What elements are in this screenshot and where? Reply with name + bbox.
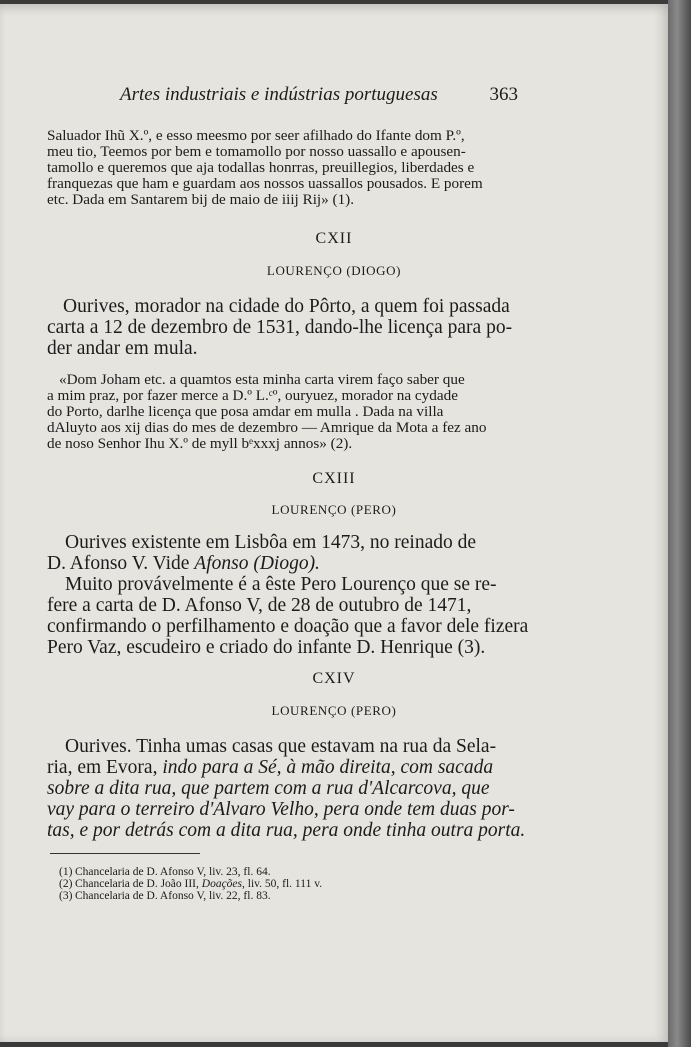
entry-paragraph	[47, 574, 529, 658]
quote-line: etc. Dada em Santarem bij de maio de iiij Rij» (1).	[47, 191, 355, 208]
footnote-italic: Doações	[201, 878, 243, 890]
entry-paragraph	[47, 736, 526, 841]
paragraph-line: vay para o terreiro d'Alvaro Velho, pera onde tem duas por-	[47, 799, 515, 820]
footnote-number: (2)	[59, 878, 73, 890]
book-page	[0, 4, 668, 1042]
quote-line: a mim praz, por fazer merce a D.º L.ᶜº, ouryuez, morador na cydade	[47, 387, 458, 404]
entry-name: LOURENÇO (PERO)	[271, 703, 397, 718]
intro-quote	[47, 128, 521, 208]
running-head	[120, 84, 518, 106]
paragraph-line: Ourives. Tinha umas casas que estavam na rua da Sela-	[65, 736, 497, 757]
footnote-number: (3)	[59, 890, 73, 902]
quote-line: meu tio, Teemos por bem e tomamollo por nosso uassallo e apousen-	[47, 143, 466, 160]
page-number: 363	[489, 84, 518, 105]
quote-line: do Porto, darlhe licença que posa amdar em mulla . Dada na villa	[47, 403, 444, 420]
paragraph-line: fere a carta de D. Afonso V, de 28 de outubro de 1471,	[47, 595, 472, 616]
quote-line: «Dom Joham etc. a quamtos esta minha carta virem faço saber que	[59, 371, 465, 388]
quote-line: franquezas que ham e guardam aos nossos uassallos pousados. E porem	[47, 175, 483, 192]
paragraph-line: carta a 12 de dezembro de 1531, dando-lhe licença para po-	[47, 317, 513, 338]
footnote-text: Chancelaria de D. João III,	[75, 878, 202, 890]
entry-paragraph	[47, 532, 521, 574]
entry-name: LOURENÇO (DIOGO)	[266, 263, 402, 278]
footnote	[59, 890, 375, 902]
running-head-title: Artes industriais e indústrias portuguesas	[120, 84, 438, 105]
footnote-number: (1)	[59, 866, 73, 878]
page-edge	[668, 0, 691, 1047]
quote-line: dAluyto aos xij dias do mes de dezembro — Amrique da Mota a fez ano	[47, 419, 487, 436]
quote-line: de noso Senhor Ihu X.º de myll bᵉxxxj annos» (2).	[47, 435, 353, 452]
footnote	[59, 866, 375, 878]
footnote-text: Chancelaria de D. Afonso V, liv. 22, fl. 83.	[75, 890, 271, 902]
paragraph-line: der andar em mula.	[47, 338, 198, 359]
footnote	[59, 878, 375, 890]
paragraph-line	[47, 757, 521, 778]
paragraph-italic: indo para a Sé, à mão direita, com sacada	[162, 757, 494, 778]
paragraph-line: Muito provávelmente é a êste Pero Lourenço que se re-	[65, 574, 497, 595]
paragraph-line: sobre a dita rua, que partem com a rua d'Alcarcova, que	[47, 778, 490, 799]
entry-paragraph	[47, 296, 521, 359]
paragraph-line: tas, e por detrás com a dita rua, pera onde tinha outra porta.	[47, 820, 526, 841]
quote-line: Saluador Ihũ X.º, e esso meesmo por seer afilhado do Ifante dom P.º,	[47, 127, 465, 144]
paragraph-line: Pero Vaz, escudeiro e criado do infante D. Henrique (3).	[47, 637, 486, 658]
footnote-text: Chancelaria de D. Afonso V, liv. 23, fl. 64.	[75, 866, 271, 878]
entry-number: CXII	[315, 230, 353, 247]
paragraph-line: confirmando o perfilhamento e doação que a favor dele fizera	[47, 616, 529, 637]
footnote-text-after: , liv. 50, fl. 111 v.	[242, 878, 323, 890]
paragraph-line	[47, 553, 521, 574]
footnotes	[59, 866, 375, 902]
paragraph-line: Ourives, morador na cidade do Pôrto, a quem foi passada	[63, 296, 510, 317]
entry-number: CXIV	[312, 670, 356, 687]
paragraph-text: ria, em Evora,	[47, 757, 163, 778]
cross-reference: Afonso (Diogo).	[194, 553, 320, 574]
entry-quote	[47, 372, 521, 452]
vide-text: D. Afonso V. Vide	[47, 553, 190, 574]
entry-name: LOURENÇO (PERO)	[271, 502, 397, 517]
footnote-divider	[50, 853, 200, 854]
paragraph-line: Ourives existente em Lisbôa em 1473, no reinado de	[65, 532, 477, 553]
quote-line: tamollo e queremos que aja todallas honrras, preuillegios, liberdades e	[47, 159, 475, 176]
entry-number: CXIII	[312, 470, 356, 487]
